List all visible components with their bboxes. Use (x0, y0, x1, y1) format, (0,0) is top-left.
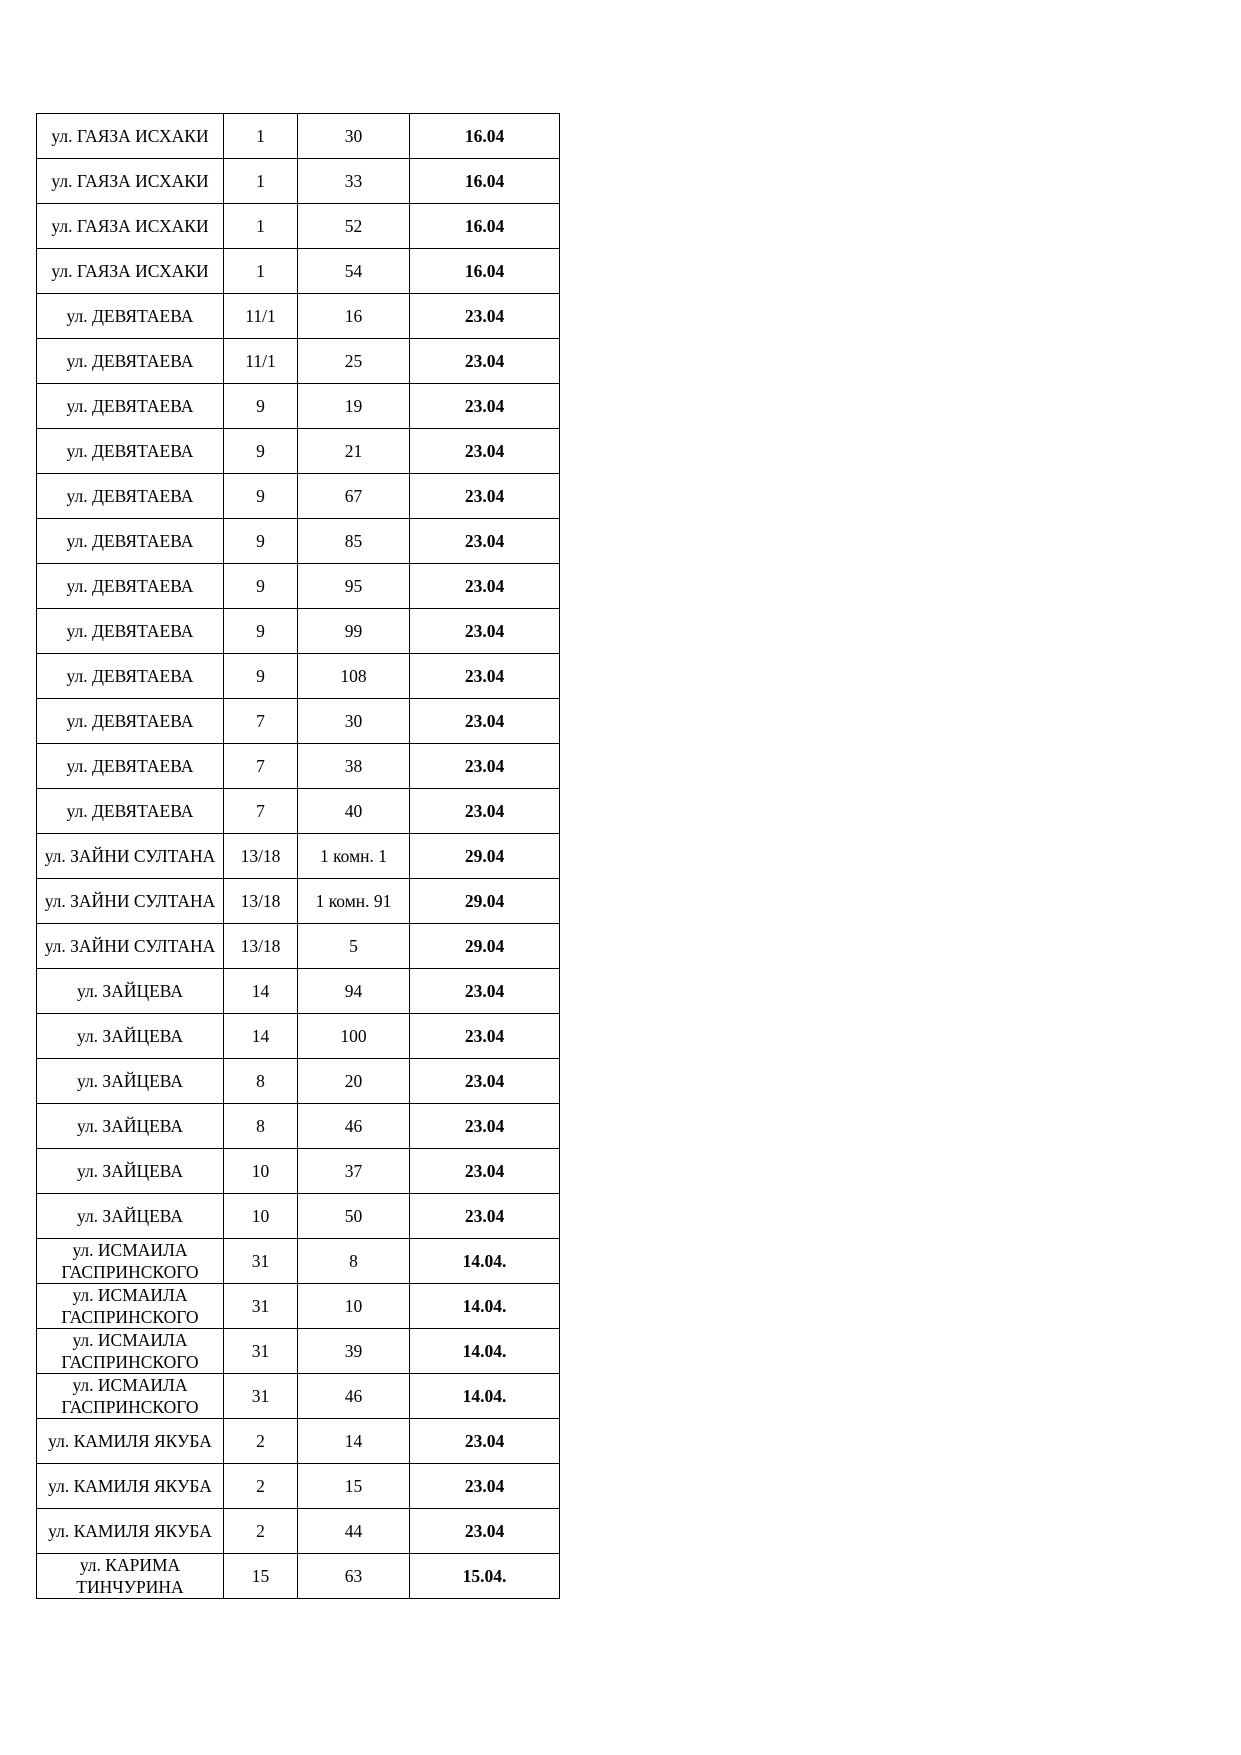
house-number-cell: 10 (224, 1149, 298, 1194)
street-cell: ул. ЗАЙЦЕВА (37, 1194, 224, 1239)
apartment-cell: 21 (298, 429, 410, 474)
apartment-cell: 30 (298, 114, 410, 159)
address-table-body (37, 114, 560, 1599)
table-row (37, 969, 560, 1014)
house-number-cell: 2 (224, 1419, 298, 1464)
date-cell: 23.04 (410, 429, 560, 474)
table-row (37, 474, 560, 519)
street-cell: ул. ДЕВЯТАЕВА (37, 519, 224, 564)
date-cell: 23.04 (410, 969, 560, 1014)
house-number-cell: 13/18 (224, 834, 298, 879)
street-cell: ул. ДЕВЯТАЕВА (37, 699, 224, 744)
street-cell: ул. ИСМАИЛА ГАСПРИНСКОГО (37, 1284, 224, 1329)
street-cell: ул. ГАЯЗА ИСХАКИ (37, 204, 224, 249)
date-cell: 23.04 (410, 1059, 560, 1104)
apartment-cell: 38 (298, 744, 410, 789)
table-row (37, 924, 560, 969)
date-cell: 16.04 (410, 114, 560, 159)
house-number-cell: 15 (224, 1554, 298, 1599)
date-cell: 23.04 (410, 474, 560, 519)
date-cell: 14.04. (410, 1239, 560, 1284)
apartment-cell: 44 (298, 1509, 410, 1554)
apartment-cell: 100 (298, 1014, 410, 1059)
date-cell: 23.04 (410, 1419, 560, 1464)
house-number-cell: 11/1 (224, 294, 298, 339)
date-cell: 29.04 (410, 879, 560, 924)
street-cell: ул. ДЕВЯТАЕВА (37, 744, 224, 789)
table-row (37, 1239, 560, 1284)
house-number-cell: 7 (224, 789, 298, 834)
house-number-cell: 14 (224, 969, 298, 1014)
apartment-cell: 63 (298, 1554, 410, 1599)
table-row (37, 294, 560, 339)
house-number-cell: 9 (224, 519, 298, 564)
table-row (37, 159, 560, 204)
table-row (37, 1194, 560, 1239)
apartment-cell: 10 (298, 1284, 410, 1329)
apartment-cell: 108 (298, 654, 410, 699)
house-number-cell: 14 (224, 1014, 298, 1059)
apartment-cell: 20 (298, 1059, 410, 1104)
date-cell: 23.04 (410, 1464, 560, 1509)
street-cell: ул. ДЕВЯТАЕВА (37, 384, 224, 429)
street-cell: ул. ЗАЙЦЕВА (37, 1014, 224, 1059)
table-row (37, 609, 560, 654)
table-row (37, 789, 560, 834)
street-cell: ул. ДЕВЯТАЕВА (37, 609, 224, 654)
street-cell: ул. ИСМАИЛА ГАСПРИНСКОГО (37, 1374, 224, 1419)
street-cell: ул. ИСМАИЛА ГАСПРИНСКОГО (37, 1329, 224, 1374)
date-cell: 15.04. (410, 1554, 560, 1599)
house-number-cell: 10 (224, 1194, 298, 1239)
date-cell: 16.04 (410, 204, 560, 249)
house-number-cell: 11/1 (224, 339, 298, 384)
apartment-cell: 54 (298, 249, 410, 294)
apartment-cell: 25 (298, 339, 410, 384)
street-cell: ул. ДЕВЯТАЕВА (37, 564, 224, 609)
table-row (37, 114, 560, 159)
street-cell: ул. ГАЯЗА ИСХАКИ (37, 249, 224, 294)
date-cell: 14.04. (410, 1284, 560, 1329)
table-row (37, 834, 560, 879)
table-row (37, 204, 560, 249)
apartment-cell: 94 (298, 969, 410, 1014)
apartment-cell: 67 (298, 474, 410, 519)
apartment-cell: 1 комн. 1 (298, 834, 410, 879)
date-cell: 23.04 (410, 699, 560, 744)
date-cell: 23.04 (410, 519, 560, 564)
house-number-cell: 7 (224, 699, 298, 744)
house-number-cell: 1 (224, 204, 298, 249)
table-row (37, 879, 560, 924)
table-row (37, 1509, 560, 1554)
house-number-cell: 9 (224, 654, 298, 699)
table-row (37, 249, 560, 294)
house-number-cell: 31 (224, 1239, 298, 1284)
street-cell: ул. ДЕВЯТАЕВА (37, 339, 224, 384)
apartment-cell: 85 (298, 519, 410, 564)
table-row (37, 384, 560, 429)
house-number-cell: 1 (224, 159, 298, 204)
date-cell: 14.04. (410, 1329, 560, 1374)
apartment-cell: 40 (298, 789, 410, 834)
apartment-cell: 46 (298, 1374, 410, 1419)
table-row (37, 339, 560, 384)
street-cell: ул. ГАЯЗА ИСХАКИ (37, 114, 224, 159)
house-number-cell: 9 (224, 564, 298, 609)
table-row (37, 1284, 560, 1329)
house-number-cell: 31 (224, 1284, 298, 1329)
street-cell: ул. ЗАЙЦЕВА (37, 1149, 224, 1194)
street-cell: ул. КАМИЛЯ ЯКУБА (37, 1509, 224, 1554)
date-cell: 23.04 (410, 1014, 560, 1059)
date-cell: 23.04 (410, 1104, 560, 1149)
street-cell: ул. КАРИМА ТИНЧУРИНА (37, 1554, 224, 1599)
street-cell: ул. ЗАЙНИ СУЛТАНА (37, 924, 224, 969)
apartment-cell: 30 (298, 699, 410, 744)
apartment-cell: 19 (298, 384, 410, 429)
street-cell: ул. ЗАЙЦЕВА (37, 1104, 224, 1149)
house-number-cell: 9 (224, 609, 298, 654)
street-cell: ул. ЗАЙНИ СУЛТАНА (37, 834, 224, 879)
date-cell: 16.04 (410, 159, 560, 204)
table-row (37, 699, 560, 744)
table-row (37, 1014, 560, 1059)
street-cell: ул. ГАЯЗА ИСХАКИ (37, 159, 224, 204)
house-number-cell: 1 (224, 249, 298, 294)
table-row (37, 1149, 560, 1194)
house-number-cell: 8 (224, 1104, 298, 1149)
house-number-cell: 31 (224, 1374, 298, 1419)
street-cell: ул. ДЕВЯТАЕВА (37, 789, 224, 834)
table-row (37, 1059, 560, 1104)
apartment-cell: 15 (298, 1464, 410, 1509)
house-number-cell: 2 (224, 1464, 298, 1509)
table-row (37, 519, 560, 564)
house-number-cell: 1 (224, 114, 298, 159)
date-cell: 23.04 (410, 744, 560, 789)
date-cell: 23.04 (410, 654, 560, 699)
house-number-cell: 31 (224, 1329, 298, 1374)
date-cell: 23.04 (410, 1509, 560, 1554)
apartment-cell: 5 (298, 924, 410, 969)
apartment-cell: 99 (298, 609, 410, 654)
apartment-cell: 16 (298, 294, 410, 339)
house-number-cell: 9 (224, 384, 298, 429)
date-cell: 23.04 (410, 384, 560, 429)
date-cell: 29.04 (410, 834, 560, 879)
table-row (37, 429, 560, 474)
street-cell: ул. ИСМАИЛА ГАСПРИНСКОГО (37, 1239, 224, 1284)
apartment-cell: 46 (298, 1104, 410, 1149)
date-cell: 29.04 (410, 924, 560, 969)
table-row (37, 564, 560, 609)
table-row (37, 654, 560, 699)
house-number-cell: 2 (224, 1509, 298, 1554)
apartment-cell: 8 (298, 1239, 410, 1284)
date-cell: 23.04 (410, 339, 560, 384)
table-row (37, 1104, 560, 1149)
apartment-cell: 52 (298, 204, 410, 249)
date-cell: 23.04 (410, 564, 560, 609)
street-cell: ул. ДЕВЯТАЕВА (37, 294, 224, 339)
house-number-cell: 9 (224, 474, 298, 519)
date-cell: 14.04. (410, 1374, 560, 1419)
street-cell: ул. ДЕВЯТАЕВА (37, 429, 224, 474)
date-cell: 16.04 (410, 249, 560, 294)
table-row (37, 1464, 560, 1509)
address-table (36, 113, 560, 1599)
date-cell: 23.04 (410, 609, 560, 654)
house-number-cell: 7 (224, 744, 298, 789)
street-cell: ул. ЗАЙНИ СУЛТАНА (37, 879, 224, 924)
table-row (37, 1554, 560, 1599)
house-number-cell: 13/18 (224, 879, 298, 924)
apartment-cell: 95 (298, 564, 410, 609)
apartment-cell: 1 комн. 91 (298, 879, 410, 924)
table-row (37, 1419, 560, 1464)
house-number-cell: 13/18 (224, 924, 298, 969)
date-cell: 23.04 (410, 789, 560, 834)
date-cell: 23.04 (410, 1194, 560, 1239)
table-row (37, 1374, 560, 1419)
street-cell: ул. ЗАЙЦЕВА (37, 969, 224, 1014)
apartment-cell: 50 (298, 1194, 410, 1239)
apartment-cell: 14 (298, 1419, 410, 1464)
apartment-cell: 37 (298, 1149, 410, 1194)
street-cell: ул. ДЕВЯТАЕВА (37, 654, 224, 699)
house-number-cell: 8 (224, 1059, 298, 1104)
street-cell: ул. ДЕВЯТАЕВА (37, 474, 224, 519)
house-number-cell: 9 (224, 429, 298, 474)
apartment-cell: 33 (298, 159, 410, 204)
apartment-cell: 39 (298, 1329, 410, 1374)
street-cell: ул. КАМИЛЯ ЯКУБА (37, 1419, 224, 1464)
date-cell: 23.04 (410, 294, 560, 339)
table-row (37, 1329, 560, 1374)
street-cell: ул. ЗАЙЦЕВА (37, 1059, 224, 1104)
date-cell: 23.04 (410, 1149, 560, 1194)
street-cell: ул. КАМИЛЯ ЯКУБА (37, 1464, 224, 1509)
table-row (37, 744, 560, 789)
